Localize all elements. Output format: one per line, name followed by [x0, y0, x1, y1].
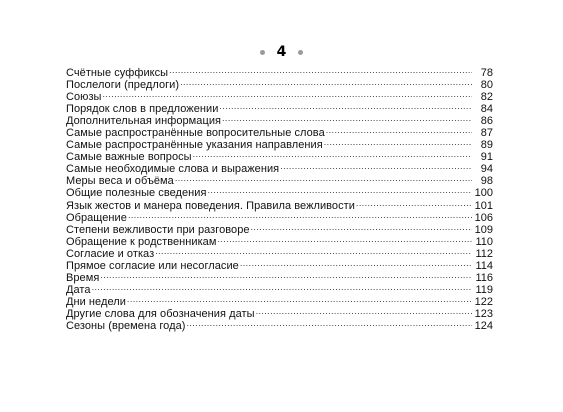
- toc-entry-page: 124: [474, 319, 493, 332]
- table-of-contents: [66, 64, 493, 332]
- toc-entry-page: 123: [474, 307, 493, 320]
- toc-entry-page: 106: [474, 211, 493, 224]
- toc-entry-page: 114: [475, 259, 493, 272]
- toc-dot-leader: [155, 245, 472, 257]
- toc-entry-title: Другие слова для обозначения даты: [66, 307, 255, 320]
- toc-entry-page: 86: [480, 115, 493, 128]
- toc-entry-page: 94: [480, 163, 493, 176]
- toc-entry-title: Прямое согласие или несогласие: [66, 259, 239, 272]
- toc-entry-title: Меры веса и объёма: [66, 175, 174, 188]
- toc-dot-leader: [193, 148, 472, 160]
- toc-entry: [66, 281, 493, 296]
- toc-entry-title: Дни недели: [66, 295, 126, 308]
- toc-dot-leader: [356, 197, 472, 209]
- toc-entry-page: 109: [474, 223, 493, 236]
- toc-entry-page: 112: [475, 247, 493, 260]
- toc-entry-page: 78: [480, 67, 493, 79]
- toc-dot-leader: [169, 64, 472, 76]
- toc-dot-leader: [128, 209, 472, 221]
- toc-entry: [66, 305, 493, 320]
- toc-entry-title: Согласие и отказ: [66, 247, 155, 260]
- toc-entry-title: Обращение к родственникам: [66, 235, 217, 248]
- toc-entry-title: Дата: [66, 283, 91, 296]
- toc-entry-title: Счётные суффиксы: [66, 67, 169, 79]
- toc-entry-title: Самые важные вопросы: [66, 151, 192, 164]
- toc-entry-title: Сезоны (времена года): [66, 319, 186, 332]
- toc-entry-title: Язык жестов и манера поведения. Правила вежливости: [66, 199, 355, 212]
- toc-dot-leader: [326, 124, 472, 136]
- toc-dot-leader: [127, 293, 472, 305]
- page-header: [0, 43, 563, 61]
- toc-entry-title: Самые распространённые указания направления: [66, 139, 323, 152]
- toc-entry-title: Время: [66, 271, 100, 284]
- toc-entry-page: 98: [480, 175, 493, 188]
- toc-entry-page: 89: [480, 139, 493, 152]
- toc-entry-title: Общие полезные сведения: [66, 187, 207, 200]
- toc-entry-page: 119: [475, 283, 493, 296]
- toc-entry-page: 84: [480, 103, 493, 116]
- toc-entry-title: Дополнительная информация: [66, 115, 222, 128]
- toc-entry-page: 82: [480, 91, 493, 104]
- toc-dot-leader: [186, 317, 472, 329]
- toc-entry: [66, 64, 493, 79]
- toc-entry: [66, 88, 493, 104]
- toc-entry: [66, 293, 493, 308]
- toc-dot-leader: [92, 281, 472, 293]
- toc-entry: [66, 221, 493, 236]
- toc-dot-leader: [208, 184, 472, 196]
- toc-entry-page: 91: [480, 151, 493, 164]
- toc-entry: [66, 209, 493, 224]
- toc-entry-title: Самые необходимые слова и выражения: [66, 163, 280, 176]
- toc-entry-page: 87: [480, 127, 493, 140]
- toc-dot-leader: [219, 100, 472, 112]
- toc-entry-title: Степени вежливости при разговоре: [66, 223, 250, 236]
- toc-entry-title: Союзы: [66, 91, 102, 104]
- toc-dot-leader: [100, 269, 472, 281]
- toc-dot-leader: [251, 221, 472, 233]
- toc-dot-leader: [324, 136, 472, 148]
- toc-entry-page: 110: [475, 235, 493, 248]
- toc-entry-title: Самые распространённые вопросительные слова: [66, 127, 325, 140]
- toc-entry-page: 80: [480, 79, 493, 92]
- toc-dot-leader: [175, 172, 472, 184]
- toc-entry-page: 100: [474, 187, 493, 200]
- toc-entry-title: Послелоги (предлоги): [66, 79, 180, 92]
- decorative-dot-left: [260, 50, 265, 55]
- toc-entry: [66, 100, 493, 116]
- toc-entry-page: 101: [474, 199, 493, 212]
- toc-dot-leader: [103, 88, 472, 100]
- toc-dot-leader: [256, 305, 472, 317]
- decorative-dot-right: [298, 50, 303, 55]
- toc-dot-leader: [180, 76, 472, 88]
- toc-dot-leader: [217, 233, 472, 245]
- toc-entry: [66, 269, 493, 284]
- toc-dot-leader: [280, 160, 472, 172]
- toc-entry-page: 122: [474, 295, 493, 308]
- toc-dot-leader: [240, 257, 472, 269]
- toc-dot-leader: [222, 112, 472, 124]
- toc-entry-page: 116: [475, 271, 493, 284]
- toc-entry-title: Обращение: [66, 211, 127, 224]
- toc-entry-title: Порядок слов в предложении: [66, 103, 219, 116]
- page-number: 4: [276, 44, 287, 60]
